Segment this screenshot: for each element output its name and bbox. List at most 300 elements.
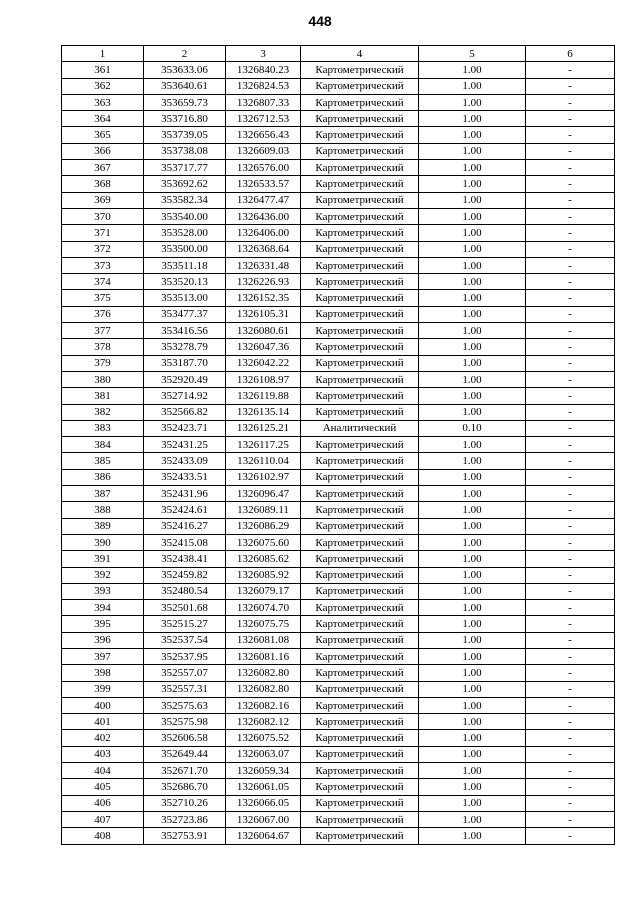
point-number-cell: 400 [62,697,144,713]
accuracy-cell: 1.00 [419,697,526,713]
note-cell: - [526,323,615,339]
note-cell: - [526,518,615,534]
y-coordinate-cell: 1326042.22 [226,355,301,371]
table-row [62,779,615,795]
point-number-cell: 369 [62,192,144,208]
y-coordinate-cell: 1326066.05 [226,795,301,811]
point-number-cell: 394 [62,600,144,616]
note-cell: - [526,339,615,355]
point-number-cell: 386 [62,469,144,485]
y-coordinate-cell: 1326081.08 [226,632,301,648]
point-number-cell: 404 [62,763,144,779]
point-number-cell: 366 [62,143,144,159]
x-coordinate-cell: 353278.79 [144,339,226,355]
note-cell: - [526,697,615,713]
method-cell: Картометрический [301,62,419,78]
x-coordinate-cell: 353511.18 [144,257,226,273]
table-row [62,111,615,127]
method-cell: Картометрический [301,94,419,110]
point-number-cell: 398 [62,665,144,681]
x-coordinate-cell: 352649.44 [144,746,226,762]
method-cell: Картометрический [301,339,419,355]
method-cell: Картометрический [301,518,419,534]
y-coordinate-cell: 1326082.16 [226,697,301,713]
method-cell: Картометрический [301,437,419,453]
method-cell: Аналитический [301,420,419,436]
table-row [62,616,615,632]
accuracy-cell: 1.00 [419,648,526,664]
y-coordinate-cell: 1326840.23 [226,62,301,78]
method-cell: Картометрический [301,225,419,241]
note-cell: - [526,241,615,257]
table-row [62,453,615,469]
accuracy-cell: 1.00 [419,339,526,355]
x-coordinate-cell: 352459.82 [144,567,226,583]
y-coordinate-cell: 1326085.62 [226,551,301,567]
y-coordinate-cell: 1326082.80 [226,681,301,697]
note-cell: - [526,746,615,762]
accuracy-cell: 1.00 [419,502,526,518]
method-cell: Картометрический [301,828,419,844]
accuracy-cell: 1.00 [419,94,526,110]
table-row [62,811,615,827]
accuracy-cell: 1.00 [419,795,526,811]
y-coordinate-cell: 1326096.47 [226,486,301,502]
table-row [62,763,615,779]
point-number-cell: 396 [62,632,144,648]
x-coordinate-cell: 352423.71 [144,420,226,436]
accuracy-cell: 1.00 [419,518,526,534]
coordinates-table [61,45,615,845]
accuracy-cell: 1.00 [419,176,526,192]
column-header: 1 [62,46,144,62]
note-cell: - [526,551,615,567]
point-number-cell: 393 [62,583,144,599]
accuracy-cell: 1.00 [419,828,526,844]
method-cell: Картометрический [301,665,419,681]
note-cell: - [526,94,615,110]
note-cell: - [526,143,615,159]
accuracy-cell: 1.00 [419,486,526,502]
accuracy-cell: 1.00 [419,567,526,583]
note-cell: - [526,290,615,306]
table-row [62,257,615,273]
table-row [62,339,615,355]
y-coordinate-cell: 1326110.04 [226,453,301,469]
point-number-cell: 401 [62,714,144,730]
table-row [62,274,615,290]
method-cell: Картометрический [301,306,419,322]
point-number-cell: 387 [62,486,144,502]
point-number-cell: 374 [62,274,144,290]
accuracy-cell: 0.10 [419,420,526,436]
table-row [62,518,615,534]
method-cell: Картометрический [301,681,419,697]
point-number-cell: 362 [62,78,144,94]
table-row [62,94,615,110]
accuracy-cell: 1.00 [419,355,526,371]
point-number-cell: 363 [62,94,144,110]
table-row [62,714,615,730]
table-row [62,681,615,697]
note-cell: - [526,616,615,632]
accuracy-cell: 1.00 [419,192,526,208]
table-row [62,795,615,811]
note-cell: - [526,583,615,599]
table-row [62,306,615,322]
x-coordinate-cell: 353717.77 [144,160,226,176]
point-number-cell: 389 [62,518,144,534]
x-coordinate-cell: 352480.54 [144,583,226,599]
method-cell: Картометрический [301,388,419,404]
method-cell: Картометрический [301,78,419,94]
point-number-cell: 384 [62,437,144,453]
method-cell: Картометрический [301,274,419,290]
y-coordinate-cell: 1326436.00 [226,208,301,224]
note-cell: - [526,371,615,387]
note-cell: - [526,502,615,518]
table-row [62,600,615,616]
page-number: 448 [308,13,332,29]
method-cell: Картометрический [301,811,419,827]
note-cell: - [526,176,615,192]
table-row [62,290,615,306]
method-cell: Картометрический [301,714,419,730]
note-cell: - [526,632,615,648]
y-coordinate-cell: 1326074.70 [226,600,301,616]
point-number-cell: 382 [62,404,144,420]
accuracy-cell: 1.00 [419,208,526,224]
note-cell: - [526,78,615,94]
x-coordinate-cell: 352686.70 [144,779,226,795]
note-cell: - [526,274,615,290]
accuracy-cell: 1.00 [419,453,526,469]
accuracy-cell: 1.00 [419,160,526,176]
table-row [62,437,615,453]
accuracy-cell: 1.00 [419,323,526,339]
note-cell: - [526,388,615,404]
point-number-cell: 379 [62,355,144,371]
note-cell: - [526,420,615,436]
method-cell: Картометрический [301,567,419,583]
method-cell: Картометрический [301,746,419,762]
note-cell: - [526,534,615,550]
y-coordinate-cell: 1326125.21 [226,420,301,436]
table-row [62,160,615,176]
column-header: 5 [419,46,526,62]
accuracy-cell: 1.00 [419,811,526,827]
y-coordinate-cell: 1326331.48 [226,257,301,273]
y-coordinate-cell: 1326075.75 [226,616,301,632]
note-cell: - [526,648,615,664]
accuracy-cell: 1.00 [419,241,526,257]
y-coordinate-cell: 1326086.29 [226,518,301,534]
note-cell: - [526,306,615,322]
y-coordinate-cell: 1326064.67 [226,828,301,844]
method-cell: Картометрический [301,632,419,648]
point-number-cell: 377 [62,323,144,339]
accuracy-cell: 1.00 [419,665,526,681]
x-coordinate-cell: 353640.61 [144,78,226,94]
method-cell: Картометрический [301,600,419,616]
point-number-cell: 395 [62,616,144,632]
point-number-cell: 391 [62,551,144,567]
y-coordinate-cell: 1326824.53 [226,78,301,94]
method-cell: Картометрический [301,241,419,257]
point-number-cell: 375 [62,290,144,306]
y-coordinate-cell: 1326061.05 [226,779,301,795]
x-coordinate-cell: 352723.86 [144,811,226,827]
y-coordinate-cell: 1326081.16 [226,648,301,664]
method-cell: Картометрический [301,795,419,811]
note-cell: - [526,208,615,224]
point-number-cell: 365 [62,127,144,143]
x-coordinate-cell: 352606.58 [144,730,226,746]
table-row [62,746,615,762]
note-cell: - [526,160,615,176]
x-coordinate-cell: 352431.25 [144,437,226,453]
method-cell: Картометрический [301,779,419,795]
accuracy-cell: 1.00 [419,62,526,78]
point-number-cell: 402 [62,730,144,746]
method-cell: Картометрический [301,160,419,176]
x-coordinate-cell: 353633.06 [144,62,226,78]
y-coordinate-cell: 1326075.52 [226,730,301,746]
note-cell: - [526,828,615,844]
note-cell: - [526,62,615,78]
column-header: 4 [301,46,419,62]
y-coordinate-cell: 1326117.25 [226,437,301,453]
y-coordinate-cell: 1326105.31 [226,306,301,322]
x-coordinate-cell: 353187.70 [144,355,226,371]
point-number-cell: 405 [62,779,144,795]
x-coordinate-cell: 352710.26 [144,795,226,811]
point-number-cell: 370 [62,208,144,224]
y-coordinate-cell: 1326135.14 [226,404,301,420]
table-row [62,241,615,257]
x-coordinate-cell: 352714.92 [144,388,226,404]
y-coordinate-cell: 1326406.00 [226,225,301,241]
accuracy-cell: 1.00 [419,779,526,795]
x-coordinate-cell: 352753.91 [144,828,226,844]
x-coordinate-cell: 352575.98 [144,714,226,730]
point-number-cell: 390 [62,534,144,550]
point-number-cell: 408 [62,828,144,844]
accuracy-cell: 1.00 [419,714,526,730]
note-cell: - [526,795,615,811]
accuracy-cell: 1.00 [419,111,526,127]
x-coordinate-cell: 353520.13 [144,274,226,290]
y-coordinate-cell: 1326368.64 [226,241,301,257]
y-coordinate-cell: 1326477.47 [226,192,301,208]
accuracy-cell: 1.00 [419,274,526,290]
point-number-cell: 381 [62,388,144,404]
accuracy-cell: 1.00 [419,371,526,387]
note-cell: - [526,225,615,241]
x-coordinate-cell: 352424.61 [144,502,226,518]
x-coordinate-cell: 352416.27 [144,518,226,534]
method-cell: Картометрический [301,323,419,339]
method-cell: Картометрический [301,469,419,485]
table-row [62,192,615,208]
method-cell: Картометрический [301,290,419,306]
method-cell: Картометрический [301,355,419,371]
method-cell: Картометрический [301,502,419,518]
table-row [62,828,615,844]
note-cell: - [526,192,615,208]
table-row [62,486,615,502]
note-cell: - [526,567,615,583]
table-row [62,355,615,371]
table-row [62,567,615,583]
x-coordinate-cell: 352671.70 [144,763,226,779]
point-number-cell: 367 [62,160,144,176]
y-coordinate-cell: 1326576.00 [226,160,301,176]
point-number-cell: 392 [62,567,144,583]
y-coordinate-cell: 1326059.34 [226,763,301,779]
table-row [62,176,615,192]
note-cell: - [526,257,615,273]
note-cell: - [526,681,615,697]
point-number-cell: 373 [62,257,144,273]
accuracy-cell: 1.00 [419,746,526,762]
accuracy-cell: 1.00 [419,632,526,648]
method-cell: Картометрический [301,208,419,224]
x-coordinate-cell: 353692.62 [144,176,226,192]
note-cell: - [526,111,615,127]
method-cell: Картометрический [301,551,419,567]
y-coordinate-cell: 1326226.93 [226,274,301,290]
accuracy-cell: 1.00 [419,534,526,550]
method-cell: Картометрический [301,763,419,779]
y-coordinate-cell: 1326079.17 [226,583,301,599]
x-coordinate-cell: 352566.82 [144,404,226,420]
table-row [62,551,615,567]
x-coordinate-cell: 352431.96 [144,486,226,502]
x-coordinate-cell: 353416.56 [144,323,226,339]
table-row [62,62,615,78]
x-coordinate-cell: 353528.00 [144,225,226,241]
x-coordinate-cell: 352515.27 [144,616,226,632]
x-coordinate-cell: 352537.95 [144,648,226,664]
note-cell: - [526,811,615,827]
point-number-cell: 397 [62,648,144,664]
x-coordinate-cell: 353716.80 [144,111,226,127]
y-coordinate-cell: 1326082.80 [226,665,301,681]
table-row [62,388,615,404]
note-cell: - [526,404,615,420]
accuracy-cell: 1.00 [419,143,526,159]
method-cell: Картометрический [301,730,419,746]
table-row [62,469,615,485]
table-row [62,208,615,224]
x-coordinate-cell: 352537.54 [144,632,226,648]
y-coordinate-cell: 1326089.11 [226,502,301,518]
column-header: 3 [226,46,301,62]
y-coordinate-cell: 1326102.97 [226,469,301,485]
note-cell: - [526,469,615,485]
accuracy-cell: 1.00 [419,257,526,273]
column-header: 2 [144,46,226,62]
x-coordinate-cell: 352415.08 [144,534,226,550]
x-coordinate-cell: 353513.00 [144,290,226,306]
y-coordinate-cell: 1326082.12 [226,714,301,730]
point-number-cell: 399 [62,681,144,697]
table-body [62,62,615,844]
table-row [62,78,615,94]
point-number-cell: 361 [62,62,144,78]
y-coordinate-cell: 1326533.57 [226,176,301,192]
method-cell: Картометрический [301,257,419,273]
point-number-cell: 368 [62,176,144,192]
y-coordinate-cell: 1326075.60 [226,534,301,550]
method-cell: Картометрический [301,404,419,420]
accuracy-cell: 1.00 [419,306,526,322]
note-cell: - [526,453,615,469]
table-row [62,371,615,387]
x-coordinate-cell: 353582.34 [144,192,226,208]
point-number-cell: 406 [62,795,144,811]
point-number-cell: 371 [62,225,144,241]
note-cell: - [526,665,615,681]
table-row [62,534,615,550]
x-coordinate-cell: 352575.63 [144,697,226,713]
accuracy-cell: 1.00 [419,404,526,420]
note-cell: - [526,127,615,143]
method-cell: Картометрический [301,127,419,143]
x-coordinate-cell: 352920.49 [144,371,226,387]
y-coordinate-cell: 1326656.43 [226,127,301,143]
method-cell: Картометрический [301,453,419,469]
accuracy-cell: 1.00 [419,290,526,306]
x-coordinate-cell: 352438.41 [144,551,226,567]
point-number-cell: 385 [62,453,144,469]
accuracy-cell: 1.00 [419,78,526,94]
y-coordinate-cell: 1326609.03 [226,143,301,159]
note-cell: - [526,763,615,779]
table-row [62,665,615,681]
point-number-cell: 403 [62,746,144,762]
point-number-cell: 383 [62,420,144,436]
x-coordinate-cell: 352501.68 [144,600,226,616]
table-row [62,420,615,436]
accuracy-cell: 1.00 [419,225,526,241]
note-cell: - [526,355,615,371]
column-header: 6 [526,46,615,62]
method-cell: Картометрический [301,486,419,502]
point-number-cell: 388 [62,502,144,518]
accuracy-cell: 1.00 [419,437,526,453]
note-cell: - [526,486,615,502]
table-row [62,404,615,420]
table-row [62,583,615,599]
accuracy-cell: 1.00 [419,600,526,616]
table-row [62,502,615,518]
x-coordinate-cell: 352557.31 [144,681,226,697]
x-coordinate-cell: 353477.37 [144,306,226,322]
y-coordinate-cell: 1326080.61 [226,323,301,339]
point-number-cell: 380 [62,371,144,387]
x-coordinate-cell: 353739.05 [144,127,226,143]
y-coordinate-cell: 1326108.97 [226,371,301,387]
accuracy-cell: 1.00 [419,616,526,632]
method-cell: Картометрический [301,111,419,127]
table-row [62,648,615,664]
point-number-cell: 364 [62,111,144,127]
y-coordinate-cell: 1326119.88 [226,388,301,404]
note-cell: - [526,600,615,616]
method-cell: Картометрический [301,697,419,713]
